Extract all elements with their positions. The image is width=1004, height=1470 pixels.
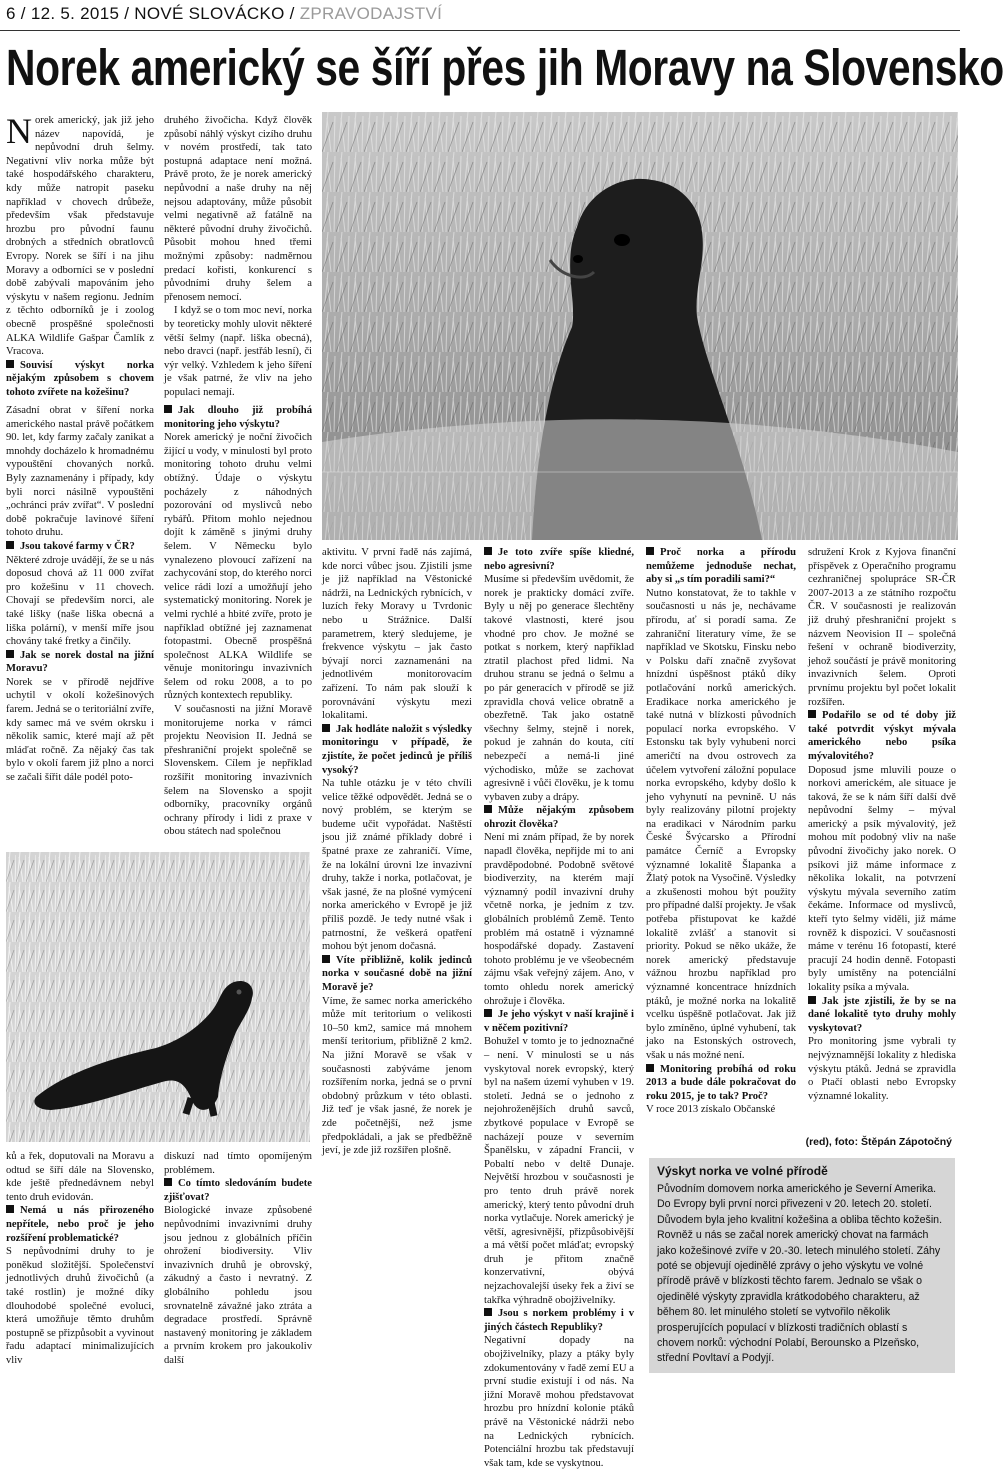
square-bullet-icon bbox=[484, 805, 492, 813]
square-bullet-icon bbox=[6, 1205, 14, 1213]
square-bullet-icon bbox=[484, 547, 492, 555]
question-heading: Jak jste zjistili, že by se na dané lokalitě tyto druhy mohly vyskytovat? bbox=[808, 995, 956, 1034]
question-heading: Proč norka a přírodu nemůžeme jednoduše nechat, aby si „s tím poradili sami?“ bbox=[646, 547, 796, 586]
column-1-top bbox=[6, 111, 154, 398]
question-heading: Jak se norek dostal na jižní Moravu? bbox=[6, 649, 154, 675]
square-bullet-icon bbox=[808, 996, 816, 1004]
paragraph: Zásadní obrat v šíření norka amerického nastal právě počátkem 90. let, kdy farmy začaly zanikat a mnohdy docházelo k hromadnému vypouštění chovaných norků. Byly zaznamenány i případy, kdy byli norci násilně vypouštěni „ochránci práv zvířat“. V poslední době pokračuje lavinové šíření tohoto druhu. bbox=[6, 405, 154, 539]
square-bullet-icon bbox=[164, 1178, 172, 1186]
question-heading: Je jeho výskyt v naší krajině i v něčem pozitivní? bbox=[484, 1009, 634, 1034]
paragraph: diskuzí nad tímto opomíjeným problémem. bbox=[164, 1151, 312, 1176]
question-heading: Co tímto sledováním budete zjišťovat? bbox=[164, 1178, 312, 1203]
column-2-top bbox=[164, 114, 312, 398]
square-bullet-icon bbox=[484, 1009, 492, 1017]
paragraph: ků a řek, doputovali na Moravu a odtud se šíří dále na Slovensko, kde ještě přednedávnem nebyl tento druh evidován. bbox=[6, 1151, 154, 1203]
column-3-top bbox=[322, 546, 472, 1157]
paragraph: druhého živočicha. Když člověk způsobí náhlý výskyt cizího druhu v novém prostředí, tak tato postupná adaptace není možná. Právě proto, že je norek americký nepůvodní a naše druhy na něj nejsou adaptovány, může působit velmi negativně až fatálně na některé původní druhy živočichů. Působit mohou hned třemi možnými způsoby: nadměrnou predací kořisti, konkurencí s původními druhy šelem a přenosem nemocí. bbox=[164, 115, 312, 303]
column-6 bbox=[808, 546, 956, 1132]
column-2-middle bbox=[164, 404, 312, 844]
info-box-title: Výskyt norka ve volné přírodě bbox=[657, 1164, 828, 1178]
header-rule bbox=[0, 30, 960, 31]
column-1-bottom bbox=[6, 1150, 154, 1372]
paragraph: Na tuhle otázku je v této chvíli velice těžké odpovědět. Jedná se o nový problém, se kterým se budeme učit vypořádat. Naštěstí jsou již známé příklady dobré i špatné praxe ze zahraničí. Víme, že na lokální úrovni lze invazivní druhy, takže i norka, potlačovat, je však jasné, že na plošné vymýcení norka amerického v Evropě je již příliš pozdě. Je tedy nutné však i patrnostní, že veškerá opatření mohou být jenom dočasná. bbox=[322, 778, 472, 953]
paragraph: Biologické invaze způsobené nepůvodními invazivními druhy jsou jednou z globálních příčin ohrožení biodiversity. Vliv invazivních druhů je obrovský, zákudný a často i nevratný. Z globálního pohledu jsou srovnatelně závažné jako ztráta a degradace prostředí. Správně nastavený monitoring je základem a prvním krokem pro jakoukoliv další bbox=[164, 1205, 312, 1366]
question-heading: Je toto zvíře spíše kliedné, nebo agresivní? bbox=[484, 547, 634, 572]
square-bullet-icon bbox=[6, 360, 14, 368]
lead-paragraph: orek americký, jak již jeho název napovídá, je nepůvodní druh šelmy. Negativní vliv norka může být také hospodářského charakteru, kdy může natropit paseku například v chovech drůbeže, především však představuje hrozbu pro původní faunu drobných a středních obratlovců Evropy. Norek se šíří i na jihu Moravy a odborníci se v poslední době zabývali mapováním jeho výskytu v našem regionu. Jedním z těchto odborníků je i zoolog obecně prospěšné společnosti ALKA Wildlife Gašpar Čamlík z Vracova. bbox=[6, 115, 154, 358]
question-heading: Může nějakým způsobem ohrozit člověka? bbox=[484, 805, 634, 830]
square-bullet-icon bbox=[164, 405, 172, 413]
square-bullet-icon bbox=[484, 1308, 492, 1316]
column-1-middle bbox=[6, 404, 154, 844]
square-bullet-icon bbox=[646, 1064, 654, 1072]
paragraph: Nutno konstatovat, že to takhle v současnosti u nás je, nechávame přírodu, ať si poradí sama. Ze zahraniční literatury víme, že se například ve Skotsku, Finsku nebo v Polsku daří značně zvyšovat hnízdní úspěšnost ptáků díky potlačování norků amerických. Eradikace norka amerického je také nutná v blízkosti původních populací norka evropského. V Estonsku tak byly vyhubeni norci američtí na dvou ostrovech za účelem vytvoření záložní populace norka evropského, kdyby došlo k jeho vyhynutí na pevnině. U nás byly realizovány pilotní projekty na eradikaci v Národním parku České Švýcarsko a Přírodní památce Černíč a Evropsky významné lokalitě Šlapanka a Žlatý potok na Vysočině. Výsledky a zkušenosti mohou být použity pro případné další projekty. Je však potřeba přistupovat ke každé lokalitě zvlášť a stanovit si priority. Pokud se něko ukáže, že norek americký představuje vážnou hrozbu například pro významné koncentrace hnízdních ptáků, je možné norka na lokalitě vcelku úspěšně potlačovat. Jak již bylo zmíněno, úplné vyhubení, tak jako na Estonských ostrovech, však u nás možné není. bbox=[646, 587, 796, 1061]
paragraph: Musíme si především uvědomit, že norek je prakticky domácí zvíře. Byly u něj po generace šlechtěny takové vlastnosti, které jsou vhodné pro chov. Je možné se potkat s norkem, který například ztratil plachost před lidmi. Na druhou stranu se jedná o šelmu a po pár generacích v přírodě se již zpravidla chová velice obratně a obezřetně. Tak jako ostatně všechny šelmy, stejně i norek, pokud je zahnán do kouta, cítí nebezpečí a nemá-li jiné východisko, může se zachovat agresivně i vůči člověku, je k tomu vybaven zuby a drápy. bbox=[484, 574, 634, 803]
headline: Norek americký se šíří přes jih Moravy na Slovensko bbox=[6, 39, 1004, 96]
square-bullet-icon bbox=[646, 547, 654, 555]
question-heading: Jak dlouho již probíhá monitoring jeho výskytu? bbox=[164, 405, 312, 430]
paragraph: Norek americký je noční živočich žijící u vody, v minulosti byl proto monitoring tohoto druhu velmi obtížný. Údaje o výskytu pocházely z náhodných pozorování od myslivců nebo rybářů. Přitom mohlo nejednou dojít k záměně s jinými druhy šelem. V Německu bylo vynalezeno plovoucí zařízení na zachycování stop, do kterého norci velice rádi lozí a umožňují jeho systematický monitoring. Norek je velmi rychlé a hbité zvíře, proto je například obtížné jej zaznamenat fotopastmi. Obecně prospěšná společnost ALKA Wildlife se věnuje monitoringu invazivních šelem od roku 2008, a to po různých kontextech republiky. bbox=[164, 432, 312, 702]
square-bullet-icon bbox=[322, 724, 330, 732]
paragraph: sdružení Krok z Kyjova finanční příspěvek z Operačního programu cezhraničnej spolupráce SR-ČR 2007-2013 a ze státního rozpočtu ČR. V současnosti je realizován již druhý přeshraniční projekt s názvem Neovision II – společná řešení v ochraně biodiverzity, jehož součástí je právě monitoring invazivních šelem. Oproti prvnímu projektu byl počet lokalit rozšířen. bbox=[808, 547, 956, 708]
paragraph: I když se o tom moc neví, norka by teoreticky mohly ulovit některé větší šelmy (např. liška obecná), nebo dravci (např. jestřáb lesní), či výr velký. Vzhledem k jeho šíření je však patrné, že vliv na jeho populaci nemají. bbox=[164, 305, 312, 398]
question-heading: Podařilo se od té doby již také potvrdit výskyt mývala amerického nebo psíka mývalovitého? bbox=[808, 710, 956, 762]
column-4 bbox=[484, 546, 634, 1469]
info-box-text: Původním domovem norka amerického je Severní Amerika. Do Evropy byli první norci přivezeni v 20. letech 20. století. Důvodem byla jeho kvalitní kožešina a obliba těchto kožešin. Rovněž u nás se začal norek americký chovat na farmách jako kožešinové zvíře v 20.-30. letech minulého století. Záhy poté se objevují ojedinělé zprávy o jeho výskytu ve volné přírodě právě v blízkosti těchto farem. Jednalo se však o ojedinělé výskyty zpravidla krátkodobého charakteru, až během 80. let minulého století se vytvořilo několik prosperujících populací v blízkosti tradičních oblastí s chovem norků: východní Polabí, Berounsko a Plzeňsko, střední Povltaví a Podyjí. bbox=[657, 1183, 943, 1365]
question-heading: Monitoring probíhá od roku 2013 a bude dále pokračovat do roku 2015, je to tak? Proč? bbox=[646, 1063, 796, 1102]
square-bullet-icon bbox=[6, 650, 14, 658]
question-heading: Jsou takové farmy v ČR? bbox=[6, 540, 154, 554]
column-2-bottom bbox=[164, 1150, 312, 1372]
running-header bbox=[6, 4, 442, 24]
drop-cap: N bbox=[6, 111, 32, 151]
question-heading: Jsou s norkem problémy i v jiných částech Republiky? bbox=[484, 1308, 634, 1333]
mink-photo-large bbox=[322, 112, 958, 540]
paragraph: V roce 2013 získalo Občanské bbox=[646, 1104, 776, 1116]
paragraph: Negativní dopady na obojživelníky, plazy a ptáky byly zdokumentovány v řadě zemí EU a první studie existují i od nás. Na jižní Moravě mohou představovat hrozbu pro hnízdní kolonie ptáků právě na Věstonické nádrži nebo na Lednických rybnících. Potenciální hrozbu tak představují však tam, kde se vyskytnou. bbox=[484, 1335, 634, 1469]
paragraph: Doposud jsme mluvili pouze o norkovi americkém, ale situace je taková, že se k nám šíří další dvě nepůvodní šelmy – mýval americký a psík mývalovitý, jež mohou mít podobný vliv na naše původní živočichy jako norek. O psíkovi již máme informace z několika lokalit, na potvrzení výskytu mývala severního zatím čekáme. Informace od myslivců, kteří tyto šelmy viděli, již máme rovněž k dispozici. V současnosti máme v terénu 16 fotopastí, které pracují 24 hodin denně. Fotopasti byly umístěny na potenciální lokality psíka a mývala. bbox=[808, 764, 956, 993]
running-header-section: ZPRAVODAJSTVÍ bbox=[299, 4, 443, 23]
paragraph: S nepůvodními druhy to je poněkud složitější. Společenství jednotlivých druhů živočichů (a také rostlin) je možné díky dlouhodobé společné evoluci, která umožňuje těmto druhům postupně se přizpůsobit a vyvinout řadu adaptací minimalizujících vliv bbox=[6, 1246, 154, 1366]
paragraph: aktivitu. V první řadě nás zajímá, kde norci vůbec jsou. Zjistili jsme je již například na Věstonické nádrži, na Lednických rybnících, v luzích řeky Moravy u Tvrdonic nebo u Strážnice. Další parametrem, který sledujeme, je frekvence výskytu – jak často bývají norci zaznamenáni na jednotlivém monitorovacím zařízení. To nám pak slouží k porovnávání výskytu mezi lokalitami. bbox=[322, 547, 472, 722]
question-heading: Jak hodláte naložit s výsledky monitoringu v případě, že zjistíte, že počet jedinců je příliš vysoký? bbox=[322, 723, 472, 776]
photo-credit: (red), foto: Štěpán Zápotočný bbox=[805, 1136, 952, 1148]
paragraph: V současnosti na jižní Moravě monitorujeme norka v rámci projektu Neovision II. Jedná se přeshraniční projekt společně se Slovenskem. Cílem je nepříklad rozšířit monitoring invazivních šelem na Slovensko a spojit odborníky, pracovníky orgánů ochrany přírody i lidi z praxe v obou státech nad společnou bbox=[164, 704, 312, 838]
paragraph: Víme, že samec norka amerického může mít teritorium o velikosti 10–50 km2, samice má mnohem menší teritorium, přibližně 2 km2. Na jižní Moravě se však v současnosti zabýváme jenom rozšířením norka, jedná se o první obdobný průzkum v této oblasti. Již teď je však jasné, že norek je zde početnější, než jsme předpokládali, a jak se předběžně jeví, je zde již rozšířen plošně. bbox=[322, 995, 472, 1157]
paragraph: Některé zdroje uvádějí, že se u nás doposud chová až 11 000 zvířat pro kožešinu v 11 chovech. Chovají se především norci, ale také lišky (naše liška obecná a liška polární), v menší míře jsou chovány také fretky a činčily. bbox=[6, 554, 154, 648]
paragraph: Norek se v přírodě nejdříve uchytil v okolí kožešinových farem. Jedná se o teritoriální zvíře, kdy samec má ve svém okrsku i několik samic, které mají až pět mláďat ročně. Za nějaký čas tak bylo v okolí farem již plno a norci se začali šířit dále podél poto- bbox=[6, 676, 154, 784]
mink-photo-small bbox=[6, 852, 310, 1142]
square-bullet-icon bbox=[322, 955, 330, 963]
square-bullet-icon bbox=[6, 541, 14, 549]
question-heading: Nemá u nás přirozeného nepřítele, nebo proč je jeho rozšíření problematické? bbox=[6, 1205, 154, 1244]
info-box bbox=[649, 1158, 955, 1373]
square-bullet-icon bbox=[808, 710, 816, 718]
question-heading: Souvisí výskyt norka nějakým způsobem s chovem tohoto zvířete na kožešinu? bbox=[6, 359, 154, 398]
paragraph: Není mi znám případ, že by norek napadl člověka, nepřijde mi to ani pravděpodobné. Podobně světové biodiverzity, na kterém mají významný podíl invazivní druhy včetně norka, je jedním z tzv. globálních problémů Země. Tento problém má ostatně i významné hospodářské dopady. Zastavení tohoto problému je ve všeobecném zájmu však veřejný zájem. Ano, v tomto ohledu norek americký ohrožuje i člověka. bbox=[484, 832, 634, 1007]
column-5 bbox=[646, 546, 796, 1150]
paragraph: Bohužel v tomto je to jednoznačné – není. V minulosti se u nás vyskytoval norek evropský, který byl na našem území vyhuben v 19. století. Jedná se o jednoho z nejohroženějších druhů savců, zbytkové populace v Evropě se nacházejí pouze v severním Španělsku, v západní Francii, v Pobaltí nebo v deltě Dunaje. Největší hrozbou v současnosti je pro tento druh právě norek americký, který tento původní druh norka vytlačuje. Norek americký je větší, agresivnější, přizpůsobivější a má větší počet mláďat; evropský druh je přitom značně konzervativní, obývá nejzachovalejší úseky řek a živí se takřka výhradně obojživelníky. bbox=[484, 1036, 634, 1306]
paragraph: Pro monitoring jsme vybrali ty nejvýznamnější lokality z hlediska výskytu ptáků. Jedná se zpravidla o Ptačí oblasti nebo Evropsky významné lokality. bbox=[808, 1036, 956, 1102]
question-heading: Víte přibližně, kolik jedinců norka v současné době na jižní Moravě je? bbox=[322, 954, 472, 993]
running-header-issue: 6 / 12. 5. 2015 / NOVÉ SLOVÁCKO / bbox=[6, 4, 295, 23]
